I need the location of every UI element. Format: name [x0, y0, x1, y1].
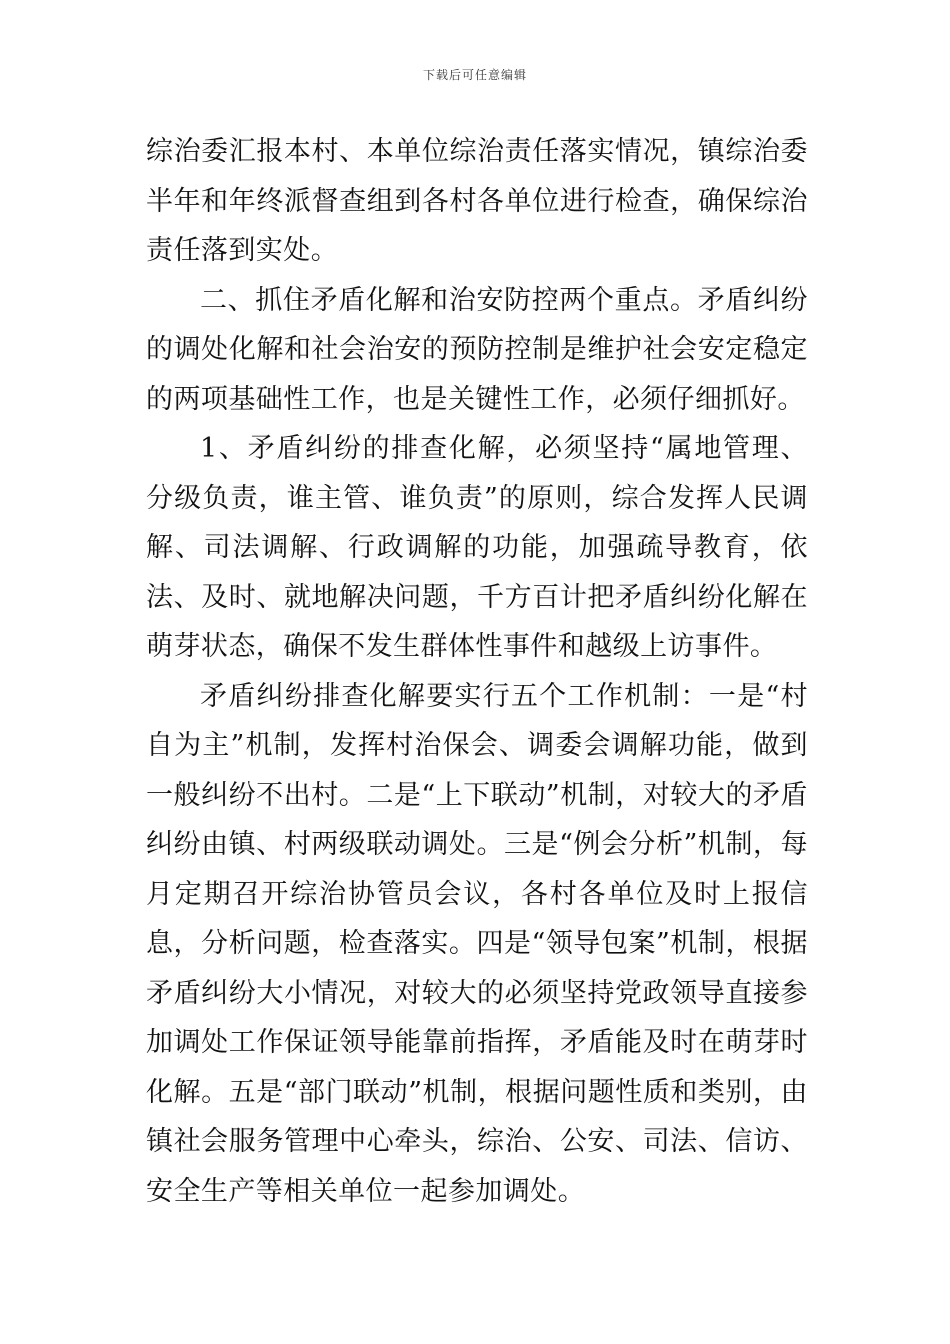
paragraph-mechanisms: 矛盾纠纷排查化解要实行五个工作机制：一是“村自为主”机制，发挥村治保会、调委会调解功能，做到一般纠纷不出村。二是“上下联动”机制，对较大的矛盾纠纷由镇、村两级联动调处。三是“例会分析”机制，每月定期召开综治协管员会议，各村各单位及时上报信息，分析问题，检查落实。四是“领导包案”机制，根据矛盾纠纷大小情况，对较大的必须坚持党政领导直接参加调处工作保证领导能靠前指挥，矛盾能及时在萌芽时化解。五是“部门联动”机制，根据问题性质和类别，由镇社会服务管理中心牵头，综治、公安、司法、信访、安全生产等相关单位一起参加调处。: [146, 680, 808, 1207]
page-header: 下载后可任意编辑: [422, 68, 527, 82]
paragraph-section-two: 二、抓住矛盾化解和治安防控两个重点。矛盾纠纷的调处化解和社会治安的预防控制是维护社会安定稳定的两项基础性工作，也是关键性工作，必须仔细抓好。: [146, 284, 808, 415]
paragraph-continuation: 综治委汇报本村、本单位综治责任落实情况，镇综治委半年和年终派督查组到各村各单位进行检查，确保综治责任落到实处。: [146, 136, 808, 266]
document-body: [146, 127, 808, 1216]
paragraph-item-one: 1、矛盾纠纷的排查化解，必须坚持“属地管理、分级负责，谁主管、谁负责”的原则，综合发挥人民调解、司法调解、行政调解的功能，加强疏导教育，依法、及时、就地解决问题，千方百计把矛盾纠纷化解在萌芽状态，确保不发生群体性事件和越级上访事件。: [146, 433, 808, 662]
